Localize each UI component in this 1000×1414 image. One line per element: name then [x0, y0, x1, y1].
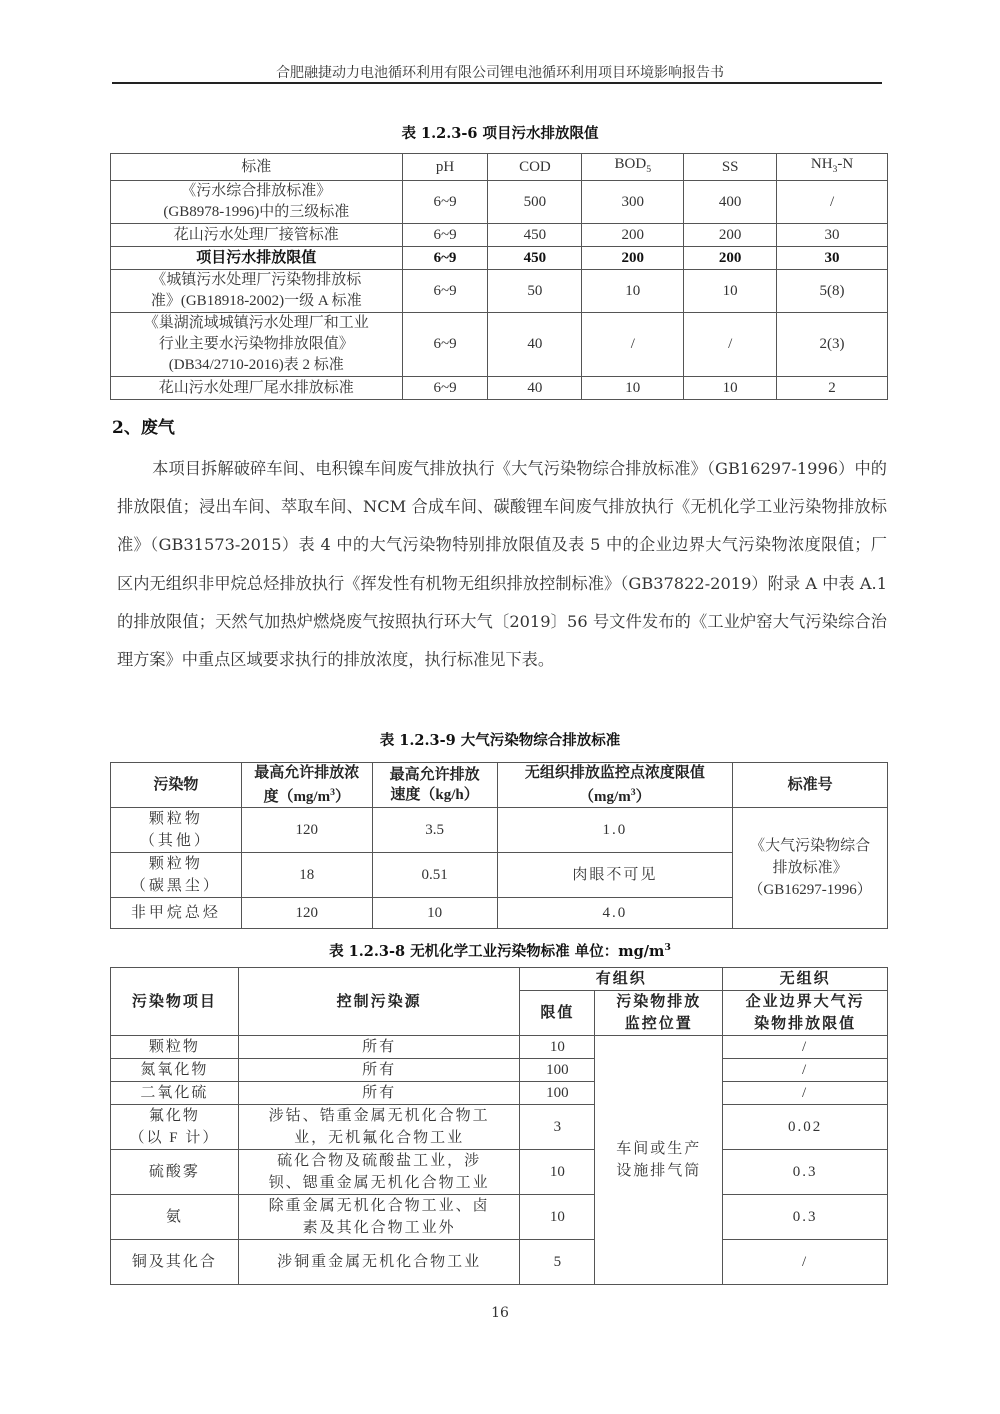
table-row	[111, 181, 888, 224]
cell-line: 《大气污染物综合	[750, 838, 871, 854]
cell-cod: 450	[488, 224, 582, 247]
cell-pollutant	[111, 808, 242, 853]
cell-line: （以 F 计）	[129, 1130, 220, 1146]
hdr-sup: 3	[630, 787, 636, 798]
caption-text: 表 1.2.3-8 无机化学工业污染物标准 单位：mg/m	[329, 943, 665, 960]
cell-fugitive: 4.0	[497, 898, 733, 929]
cell-ss: /	[684, 313, 777, 377]
col-header-nh3n	[777, 154, 888, 181]
cell-ss: 10	[684, 270, 777, 313]
cell-line: （碳黑尘）	[130, 878, 221, 894]
cell-source	[238, 1036, 520, 1059]
wastewater-limits-table	[110, 153, 888, 400]
cell-standard	[111, 377, 403, 400]
nh-label: NH	[810, 156, 833, 172]
cell-bod5: /	[582, 313, 684, 377]
hdr-line: 污染物排放	[616, 994, 702, 1010]
cell-line: 非甲烷总烃	[130, 905, 221, 921]
col-header-organized: 有组织	[520, 968, 723, 991]
cell-max-conc: 120	[241, 898, 372, 929]
col-header-limit: 限值	[520, 991, 595, 1036]
cell-max-conc: 120	[241, 808, 372, 853]
hdr-line: 速度（kg/h）	[390, 787, 479, 803]
cell-bod5: 200	[582, 224, 684, 247]
cell-cod: 40	[488, 313, 582, 377]
cell-item	[111, 1036, 239, 1059]
air-pollutant-standard-table	[110, 762, 888, 929]
paragraph-text: 本项目拆解破碎车间、电积镍车间废气排放执行《大气污染物综合排放标准》（GB16297-1996）中的排放限值；浸出车间、萃取车间、NCM 合成车间、碳酸锂车间废气排放执行《无机化学工业污染物排放标准》（GB31573-2015）表 4 中的大气污染物特别排放限值及表 5 中的企业边界大气污染物浓度限值；厂区内无组织非甲烷总烃排放执行《挥发性有机物无组织排放控制标准》（GB37822-2019）附录 A 中表 A.1 的排放限值；天然气加热炉燃烧废气按照执行环大气〔2019〕56 号文件发布的《工业炉窑大气污染综合治理方案》中重点区域要求执行的排放浓度，执行标准见下表。	[117, 459, 887, 670]
cell-boundary: 0.3	[723, 1195, 888, 1240]
cell-ph: 6~9	[402, 181, 488, 224]
cell-source	[238, 1105, 520, 1150]
col-header-ss: SS	[684, 154, 777, 181]
table-row	[111, 808, 888, 853]
cell-line: 颗粒物	[148, 1039, 200, 1055]
cell-item	[111, 1240, 239, 1285]
cell-ss: 200	[684, 247, 777, 270]
cell-standard	[111, 224, 403, 247]
cell-line: 铜及其化合	[131, 1254, 217, 1270]
cell-fugitive: 1.0	[497, 808, 733, 853]
cell-standard-no	[733, 808, 888, 929]
cell-max-rate: 0.51	[372, 853, 497, 898]
cell-cod: 40	[488, 377, 582, 400]
cell-line: （其他）	[139, 833, 212, 849]
table-row	[111, 377, 888, 400]
cell-line: 《城镇污水处理厂污染物排放标	[151, 272, 362, 288]
header-rule	[112, 82, 882, 84]
cell-item	[111, 1105, 239, 1150]
cell-limit: 100	[520, 1059, 595, 1082]
cell-max-conc: 18	[241, 853, 372, 898]
cell-line: 业，无机氟化合物工业	[294, 1130, 465, 1146]
cell-limit: 10	[520, 1036, 595, 1059]
cell-source	[238, 1240, 520, 1285]
hdr-line: 无组织排放监控点浓度限值	[524, 765, 705, 781]
nh-sub: 3	[832, 164, 838, 175]
cell-line: 行业主要水污染物排放限值》	[158, 336, 354, 352]
cell-bod5: 200	[582, 247, 684, 270]
cell-fugitive: 肉眼不可见	[497, 853, 733, 898]
cell-item	[111, 1150, 239, 1195]
col-header-max-conc	[241, 763, 372, 808]
cell-line: 项目污水排放限值	[196, 249, 317, 266]
section-heading: 2、废气	[112, 418, 175, 438]
cell-line: 设施排气筒	[616, 1163, 702, 1179]
cell-boundary: /	[723, 1059, 888, 1082]
cell-bod5: 10	[582, 377, 684, 400]
hdr-line: 最高允许排放	[389, 767, 480, 783]
cell-line: 硫酸雾	[148, 1164, 200, 1180]
cell-line: 所有	[362, 1062, 397, 1078]
col-header-standard: 标准	[111, 154, 403, 181]
cell-nh3n: 30	[777, 247, 888, 270]
table-row	[111, 1195, 888, 1240]
col-header-cod: COD	[488, 154, 582, 181]
cell-ph: 6~9	[402, 270, 488, 313]
cell-cod: 500	[488, 181, 582, 224]
cell-line: 所有	[362, 1085, 397, 1101]
page-number: 16	[491, 1305, 509, 1321]
cell-ss: 10	[684, 377, 777, 400]
cell-cod: 50	[488, 270, 582, 313]
cell-limit: 100	[520, 1082, 595, 1105]
col-header-boundary	[723, 991, 888, 1036]
table-header-row	[111, 763, 888, 808]
cell-max-rate: 3.5	[372, 808, 497, 853]
cell-item	[111, 1082, 239, 1105]
cell-cod: 450	[488, 247, 582, 270]
hdr-line: 企业边界大气污	[745, 994, 865, 1010]
section-paragraph	[117, 450, 887, 679]
cell-line: 颗粒物	[148, 856, 203, 872]
table3-caption	[100, 940, 900, 961]
bod-label: BOD	[614, 156, 647, 172]
cell-standard	[111, 270, 403, 313]
cell-pollutant	[111, 898, 242, 929]
cell-line: 《污水综合排放标准》	[181, 183, 332, 199]
bod-sub: 5	[646, 164, 652, 175]
cell-standard	[111, 313, 403, 377]
table-row	[111, 1240, 888, 1285]
cell-line: 花山污水处理厂接管标准	[173, 226, 339, 243]
col-header-unorganized: 无组织	[723, 968, 888, 991]
cell-limit: 3	[520, 1105, 595, 1150]
col-header-standard-no: 标准号	[733, 763, 888, 808]
cell-source	[238, 1082, 520, 1105]
cell-line: 花山污水处理厂尾水排放标准	[158, 379, 354, 396]
cell-line: (GB8978-1996)中的三级标准	[163, 204, 350, 220]
hdr-line: ）	[334, 789, 350, 805]
cell-ph: 6~9	[402, 377, 488, 400]
table-header-row	[111, 968, 888, 991]
cell-standard	[111, 247, 403, 270]
cell-line: （GB16297-1996）	[748, 882, 872, 898]
table-header-row	[111, 154, 888, 181]
hdr-sup: 3	[330, 787, 335, 798]
cell-line: (DB34/2710-2016)表 2 标准	[168, 357, 344, 373]
hdr-line: 度（mg/m	[263, 789, 331, 805]
cell-boundary: 0.3	[723, 1150, 888, 1195]
table-row	[111, 1150, 888, 1195]
cell-boundary: /	[723, 1082, 888, 1105]
col-header-fugitive	[497, 763, 733, 808]
cell-limit: 10	[520, 1150, 595, 1195]
cell-nh3n: 30	[777, 224, 888, 247]
cell-line: 硫化合物及硫酸盐工业，涉	[277, 1153, 482, 1169]
table-row	[111, 1059, 888, 1082]
cell-ss: 200	[684, 224, 777, 247]
cell-source	[238, 1059, 520, 1082]
col-header-monitor	[595, 991, 723, 1036]
cell-line: 除重金属无机化合物工业、卤	[268, 1198, 490, 1214]
col-header-max-rate	[372, 763, 497, 808]
table-row	[111, 1082, 888, 1105]
hdr-line: （mg/m	[579, 789, 631, 805]
cell-ss: 400	[684, 181, 777, 224]
col-header-bod5	[582, 154, 684, 181]
cell-ph: 6~9	[402, 313, 488, 377]
hdr-line: 染物排放限值	[754, 1016, 857, 1032]
cell-line: 颗粒物	[148, 811, 203, 827]
cell-max-rate: 10	[372, 898, 497, 929]
cell-monitor-location	[595, 1036, 723, 1285]
cell-boundary: 0.02	[723, 1105, 888, 1150]
col-header-item: 污染物项目	[111, 968, 239, 1036]
cell-line: 二氧化硫	[140, 1085, 209, 1101]
cell-line: 涉铜重金属无机化合物工业	[277, 1254, 482, 1270]
cell-source	[238, 1195, 520, 1240]
table-row	[111, 224, 888, 247]
table1-caption: 表 1.2.3-6 项目污水排放限值	[401, 125, 599, 142]
cell-limit: 5	[520, 1240, 595, 1285]
cell-line: 素及其化合物工业外	[302, 1220, 456, 1236]
cell-standard	[111, 181, 403, 224]
hdr-line: 监控位置	[624, 1016, 693, 1032]
hdr-line: 最高允许排放浓	[254, 765, 360, 781]
cell-boundary: /	[723, 1036, 888, 1059]
table2-caption: 表 1.2.3-9 大气污染物综合排放标准	[379, 732, 621, 749]
cell-boundary: /	[723, 1240, 888, 1285]
cell-item	[111, 1059, 239, 1082]
table-row	[111, 1036, 888, 1059]
cell-ph: 6~9	[402, 247, 488, 270]
n-label: -N	[837, 156, 854, 172]
cell-line: 车间或生产	[616, 1141, 702, 1157]
table-row	[111, 1105, 888, 1150]
cell-nh3n: /	[777, 181, 888, 224]
cell-line: 准》(GB18918-2002)一级 A 标准	[150, 293, 362, 309]
col-header-source: 控制污染源	[238, 968, 520, 1036]
cell-source	[238, 1150, 520, 1195]
cell-bod5: 10	[582, 270, 684, 313]
cell-ph: 6~9	[402, 224, 488, 247]
cell-line: 涉钴、锆重金属无机化合物工	[268, 1108, 490, 1124]
caption-sup: 3	[664, 942, 671, 954]
cell-nh3n: 2(3)	[777, 313, 888, 377]
cell-nh3n: 5(8)	[777, 270, 888, 313]
document-header: 合肥融捷动力电池循环利用有限公司锂电池循环利用项目环境影响报告书	[276, 65, 724, 81]
inorganic-chemical-standard-table	[110, 967, 888, 1285]
table-row	[111, 270, 888, 313]
cell-item	[111, 1195, 239, 1240]
cell-bod5: 300	[582, 181, 684, 224]
col-header-ph: pH	[402, 154, 488, 181]
hdr-line: ）	[635, 789, 651, 805]
col-header-pollutant: 污染物	[111, 763, 242, 808]
cell-line: 所有	[362, 1039, 397, 1055]
cell-nh3n: 2	[777, 377, 888, 400]
table-row	[111, 247, 888, 270]
table-row	[111, 313, 888, 377]
cell-pollutant	[111, 853, 242, 898]
cell-line: 排放标准》	[772, 860, 848, 876]
cell-limit: 10	[520, 1195, 595, 1240]
cell-line: 氨	[165, 1209, 183, 1225]
cell-line: 氟化物	[148, 1108, 200, 1124]
cell-line: 《巢湖流域城镇污水处理厂和工业	[143, 315, 369, 331]
cell-line: 氮氧化物	[140, 1062, 209, 1078]
cell-line: 钡、锶重金属无机化合物工业	[268, 1175, 490, 1191]
